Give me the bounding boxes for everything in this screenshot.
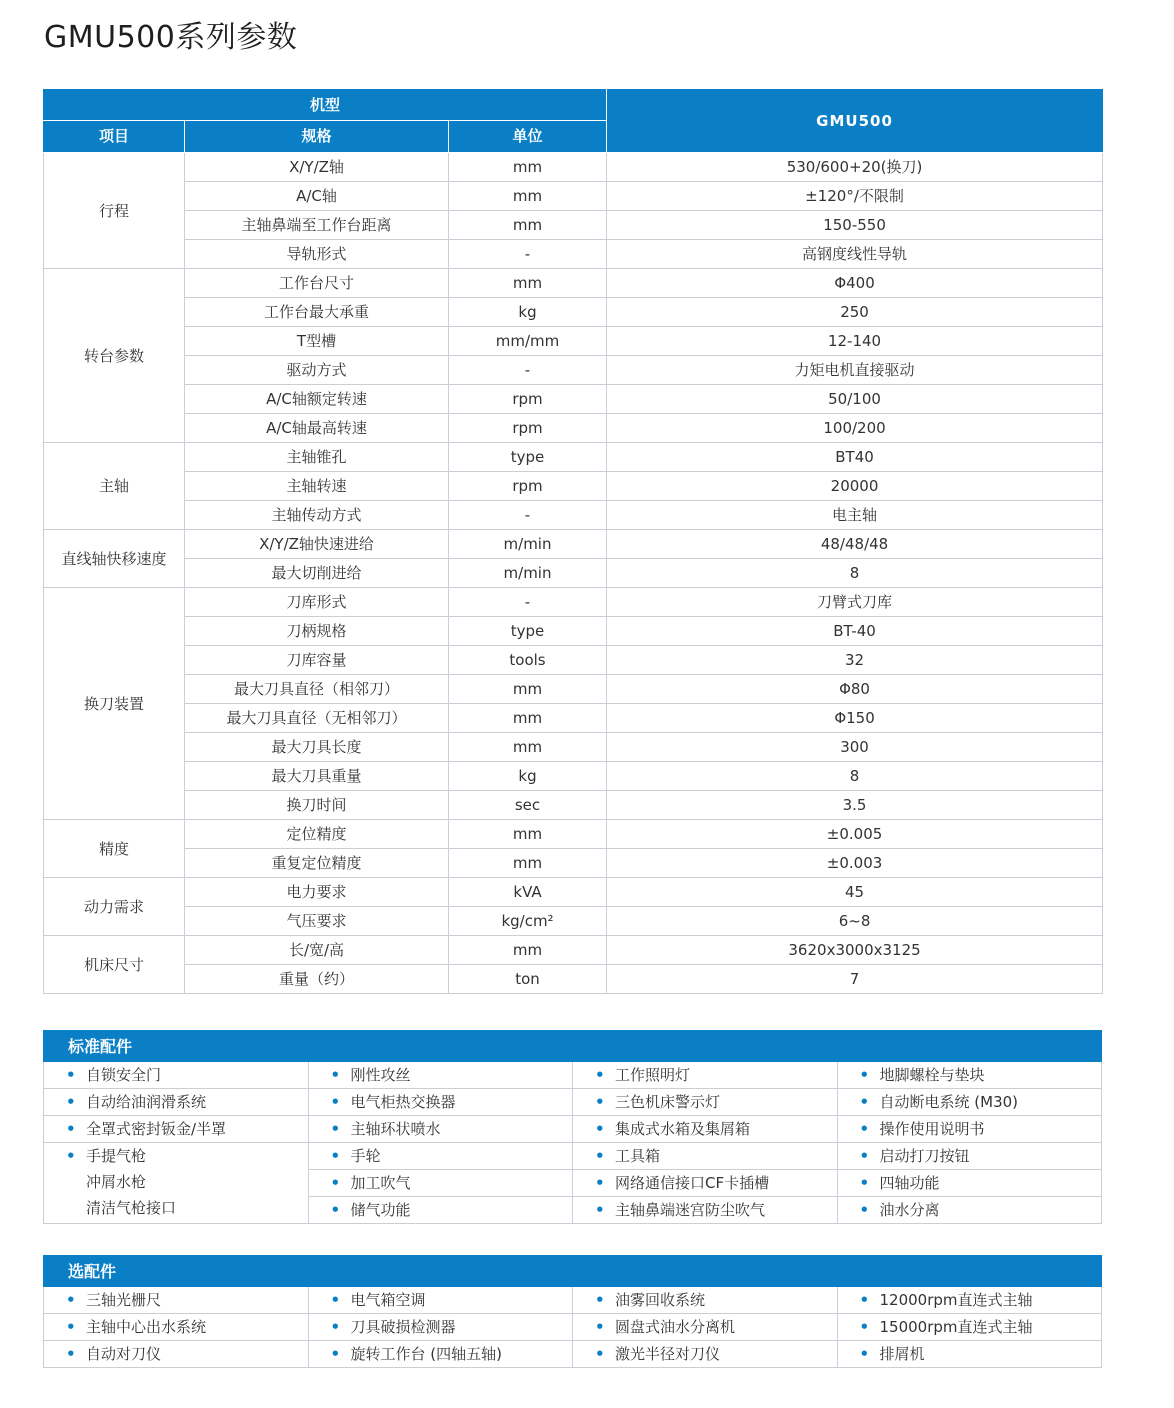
accessory-label: 网络通信接口CF卡插槽 (615, 1174, 770, 1192)
group-name: 主轴 (44, 443, 185, 530)
accessory-label: 电气箱空调 (350, 1291, 426, 1309)
bullet-icon: • (859, 1066, 870, 1084)
value-cell: 7 (607, 965, 1103, 994)
list-item (573, 1287, 837, 1314)
bullet-icon: • (859, 1147, 870, 1165)
accessory-label: 地脚螺栓与垫块 (879, 1066, 985, 1084)
bullet-icon: • (595, 1345, 605, 1363)
value-cell: 3620x3000x3125 (607, 936, 1103, 965)
spec-cell: 最大刀具直径（相邻刀） (185, 675, 449, 704)
unit-cell: m/min (449, 530, 607, 559)
value-cell: Φ80 (607, 675, 1103, 704)
unit-cell: kVA (449, 878, 607, 907)
unit-cell: mm (449, 849, 607, 878)
value-cell: 8 (607, 762, 1103, 791)
accessory-label: 圆盘式油水分离机 (615, 1318, 736, 1336)
table-row (44, 762, 1103, 791)
spec-cell: 长/宽/高 (185, 936, 449, 965)
bullet-icon: • (859, 1291, 870, 1309)
accessory-label: 加工吹气 (350, 1174, 411, 1192)
accessory-column (838, 1287, 1103, 1367)
list-item (573, 1116, 837, 1143)
spec-cell: 重量（约） (185, 965, 449, 994)
value-cell: 50/100 (607, 385, 1103, 414)
accessory-label: 三轴光栅尺 (86, 1291, 162, 1309)
accessory-column (44, 1287, 309, 1367)
list-item (44, 1143, 308, 1169)
spec-cell: 工作台尺寸 (185, 269, 449, 298)
unit-cell: rpm (449, 414, 607, 443)
list-item (44, 1341, 308, 1367)
spec-cell: 导轨形式 (185, 240, 449, 269)
accessory-label: 启动打刀按钮 (879, 1147, 970, 1165)
value-cell: BT-40 (607, 617, 1103, 646)
accessory-label: 四轴功能 (879, 1174, 940, 1192)
value-cell: ±120°/不限制 (607, 182, 1103, 211)
accessory-column (573, 1062, 838, 1223)
table-row (44, 559, 1103, 588)
bullet-icon: • (595, 1093, 605, 1111)
list-item (309, 1341, 573, 1367)
spec-cell: 主轴锥孔 (185, 443, 449, 472)
accessory-label: 油雾回收系统 (615, 1291, 706, 1309)
table-row (44, 182, 1103, 211)
value-cell: 100/200 (607, 414, 1103, 443)
bullet-icon: • (859, 1345, 870, 1363)
list-item (573, 1143, 837, 1170)
bullet-icon: • (595, 1147, 605, 1165)
table-row (44, 878, 1103, 907)
spec-cell: A/C轴最高转速 (185, 414, 449, 443)
table-row (44, 704, 1103, 733)
bullet-icon: • (595, 1120, 605, 1138)
accessory-label: 主轴鼻端迷宫防尘吹气 (615, 1201, 766, 1219)
list-item (309, 1314, 573, 1341)
bullet-icon: • (66, 1093, 76, 1111)
spec-cell: 最大刀具长度 (185, 733, 449, 762)
accessory-label: 工具箱 (615, 1147, 661, 1165)
value-cell: ±0.005 (607, 820, 1103, 849)
accessory-label: 全罩式密封钣金/半罩 (86, 1120, 227, 1138)
accessory-label: 手轮 (350, 1147, 381, 1165)
group-name: 转台参数 (44, 269, 185, 443)
unit-column-header: 单位 (449, 121, 607, 153)
list-item (838, 1170, 1102, 1197)
spec-table-body (44, 153, 1103, 994)
item-column-header: 项目 (44, 121, 185, 153)
unit-cell: kg (449, 298, 607, 327)
table-row (44, 936, 1103, 965)
value-cell: 12-140 (607, 327, 1103, 356)
unit-cell: mm (449, 211, 607, 240)
table-row (44, 849, 1103, 878)
table-row (44, 675, 1103, 704)
spec-table (43, 89, 1103, 994)
table-row (44, 414, 1103, 443)
list-item (309, 1287, 573, 1314)
value-cell: 150-550 (607, 211, 1103, 240)
unit-cell: rpm (449, 385, 607, 414)
bullet-icon: • (66, 1066, 76, 1084)
unit-cell: - (449, 588, 607, 617)
accessory-label: 自动断电系统 (M30) (879, 1093, 1019, 1111)
list-item (573, 1170, 837, 1197)
accessory-label: 排屑机 (879, 1345, 925, 1363)
list-item (838, 1062, 1102, 1089)
accessory-label: 主轴环状喷水 (350, 1120, 441, 1138)
unit-cell: mm (449, 269, 607, 298)
list-item (838, 1287, 1102, 1314)
accessory-label: 刀具破损检测器 (350, 1318, 456, 1336)
spec-cell: 换刀时间 (185, 791, 449, 820)
standard-accessories-grid (43, 1062, 1102, 1224)
list-item (573, 1341, 837, 1367)
list-item (573, 1089, 837, 1116)
value-cell: BT40 (607, 443, 1103, 472)
bullet-icon: • (330, 1066, 341, 1084)
value-cell: 6~8 (607, 907, 1103, 936)
unit-cell: kg (449, 762, 607, 791)
unit-cell: kg/cm² (449, 907, 607, 936)
table-row (44, 269, 1103, 298)
table-row (44, 153, 1103, 182)
value-cell: 8 (607, 559, 1103, 588)
bullet-icon: • (859, 1093, 870, 1111)
table-row (44, 356, 1103, 385)
list-item (44, 1287, 308, 1314)
accessory-column (44, 1062, 309, 1223)
bullet-icon: • (595, 1174, 605, 1192)
group-name: 行程 (44, 153, 185, 269)
unit-cell: - (449, 501, 607, 530)
unit-cell: m/min (449, 559, 607, 588)
group-name: 精度 (44, 820, 185, 878)
standard-accessories-section (43, 1030, 1102, 1224)
page-title: GMU500系列参数 (44, 20, 298, 55)
value-cell: 高钢度线性导轨 (607, 240, 1103, 269)
table-row (44, 965, 1103, 994)
bullet-icon: • (330, 1093, 341, 1111)
value-cell: 300 (607, 733, 1103, 762)
accessory-label: 电气柜热交换器 (350, 1093, 456, 1111)
list-item (309, 1143, 573, 1170)
list-item (573, 1314, 837, 1341)
value-cell: 电主轴 (607, 501, 1103, 530)
spec-cell: 电力要求 (185, 878, 449, 907)
spec-cell: 工作台最大承重 (185, 298, 449, 327)
list-item (838, 1341, 1102, 1367)
table-row (44, 588, 1103, 617)
table-row (44, 385, 1103, 414)
list-item (309, 1116, 573, 1143)
unit-cell: mm (449, 704, 607, 733)
table-row (44, 472, 1103, 501)
value-cell: 力矩电机直接驱动 (607, 356, 1103, 385)
spec-cell: 气压要求 (185, 907, 449, 936)
spec-column-header: 规格 (185, 121, 449, 153)
list-item (44, 1169, 308, 1195)
accessory-label: 15000rpm直连式主轴 (879, 1318, 1033, 1336)
optional-accessories-header: 选配件 (43, 1255, 1102, 1287)
unit-cell: mm (449, 675, 607, 704)
bullet-icon: • (330, 1291, 341, 1309)
standard-accessories-header: 标准配件 (43, 1030, 1102, 1062)
spec-cell: X/Y/Z轴 (185, 153, 449, 182)
unit-cell: mm (449, 936, 607, 965)
spec-cell: 最大刀具直径（无相邻刀） (185, 704, 449, 733)
optional-accessories-section (43, 1255, 1102, 1368)
bullet-icon: • (859, 1318, 870, 1336)
unit-cell: type (449, 617, 607, 646)
spec-cell: 主轴鼻端至工作台距离 (185, 211, 449, 240)
bullet-icon: • (859, 1201, 870, 1219)
value-cell: 45 (607, 878, 1103, 907)
list-item (573, 1062, 837, 1089)
bullet-icon: • (330, 1345, 341, 1363)
value-cell: 250 (607, 298, 1103, 327)
unit-cell: mm (449, 733, 607, 762)
value-cell: 刀臂式刀库 (607, 588, 1103, 617)
table-row (44, 530, 1103, 559)
accessory-label: 主轴中心出水系统 (86, 1318, 207, 1336)
spec-cell: T型槽 (185, 327, 449, 356)
model-value-header: GMU500 (607, 90, 1103, 153)
bullet-icon: • (330, 1201, 341, 1219)
group-name: 换刀装置 (44, 588, 185, 820)
bullet-icon (66, 1195, 86, 1222)
list-item (309, 1197, 573, 1223)
table-row (44, 501, 1103, 530)
value-cell: 20000 (607, 472, 1103, 501)
list-item (44, 1195, 308, 1221)
value-cell: Φ150 (607, 704, 1103, 733)
spec-cell: X/Y/Z轴快速进给 (185, 530, 449, 559)
spec-cell: A/C轴 (185, 182, 449, 211)
bullet-icon: • (66, 1318, 76, 1336)
spec-cell: A/C轴额定转速 (185, 385, 449, 414)
accessory-label: 自动给油润滑系统 (86, 1093, 207, 1111)
accessory-label: 清洁气枪接口 (86, 1199, 177, 1217)
value-cell: 530/600+20(换刀) (607, 153, 1103, 182)
bullet-icon: • (859, 1174, 870, 1192)
accessory-label: 油水分离 (879, 1201, 940, 1219)
bullet-icon: • (66, 1120, 76, 1138)
value-cell: 3.5 (607, 791, 1103, 820)
value-cell: Φ400 (607, 269, 1103, 298)
accessory-column (309, 1287, 574, 1367)
list-item (838, 1143, 1102, 1170)
bullet-icon: • (330, 1318, 341, 1336)
spec-cell: 驱动方式 (185, 356, 449, 385)
table-row (44, 240, 1103, 269)
bullet-icon: • (595, 1201, 605, 1219)
unit-cell: - (449, 356, 607, 385)
list-item (44, 1314, 308, 1341)
unit-cell: mm (449, 820, 607, 849)
list-item (838, 1314, 1102, 1341)
accessory-label: 工作照明灯 (615, 1066, 691, 1084)
list-item (44, 1116, 308, 1143)
value-cell: 32 (607, 646, 1103, 675)
value-cell: ±0.003 (607, 849, 1103, 878)
accessory-label: 自锁安全门 (86, 1066, 162, 1084)
bullet-icon: • (66, 1291, 76, 1309)
unit-cell: tools (449, 646, 607, 675)
model-label-header: 机型 (44, 90, 607, 121)
spec-cell: 刀库容量 (185, 646, 449, 675)
bullet-icon: • (66, 1345, 76, 1363)
spec-cell: 重复定位精度 (185, 849, 449, 878)
spec-cell: 最大刀具重量 (185, 762, 449, 791)
bullet-icon: • (595, 1066, 605, 1084)
unit-cell: sec (449, 791, 607, 820)
accessory-label: 自动对刀仪 (86, 1345, 162, 1363)
optional-accessories-grid (43, 1287, 1102, 1368)
bullet-icon: • (330, 1120, 341, 1138)
table-row (44, 820, 1103, 849)
table-row (44, 327, 1103, 356)
unit-cell: mm (449, 182, 607, 211)
spec-cell: 最大切削进给 (185, 559, 449, 588)
accessory-label: 集成式水箱及集屑箱 (615, 1120, 751, 1138)
accessory-label: 刚性攻丝 (350, 1066, 411, 1084)
bullet-icon: • (66, 1147, 76, 1165)
table-row (44, 733, 1103, 762)
accessory-column (838, 1062, 1103, 1223)
list-item (573, 1197, 837, 1223)
table-row (44, 443, 1103, 472)
table-row (44, 211, 1103, 240)
table-row (44, 298, 1103, 327)
spec-cell: 主轴转速 (185, 472, 449, 501)
list-item (838, 1197, 1102, 1223)
table-row (44, 791, 1103, 820)
value-cell: 48/48/48 (607, 530, 1103, 559)
spec-cell: 刀库形式 (185, 588, 449, 617)
accessory-label: 三色机床警示灯 (615, 1093, 721, 1111)
accessory-label: 冲屑水枪 (86, 1173, 147, 1191)
spec-cell: 主轴传动方式 (185, 501, 449, 530)
list-item (309, 1089, 573, 1116)
accessory-label: 操作使用说明书 (879, 1120, 985, 1138)
list-item (838, 1089, 1102, 1116)
accessory-column (309, 1062, 574, 1223)
bullet-icon: • (330, 1174, 341, 1192)
bullet-icon: • (595, 1291, 605, 1309)
bullet-icon: • (595, 1318, 605, 1336)
group-name: 机床尺寸 (44, 936, 185, 994)
unit-cell: mm (449, 153, 607, 182)
bullet-icon: • (859, 1120, 870, 1138)
accessory-column (573, 1287, 838, 1367)
table-row (44, 617, 1103, 646)
bullet-icon: • (330, 1147, 341, 1165)
accessory-label: 手提气枪 (86, 1147, 147, 1165)
spec-cell: 刀柄规格 (185, 617, 449, 646)
accessory-label: 12000rpm直连式主轴 (879, 1291, 1033, 1309)
unit-cell: type (449, 443, 607, 472)
unit-cell: rpm (449, 472, 607, 501)
spec-cell: 定位精度 (185, 820, 449, 849)
list-item (309, 1170, 573, 1197)
list-item (44, 1089, 308, 1116)
group-name: 直线轴快移速度 (44, 530, 185, 588)
unit-cell: mm/mm (449, 327, 607, 356)
unit-cell: ton (449, 965, 607, 994)
group-name: 动力需求 (44, 878, 185, 936)
accessory-label: 激光半径对刀仪 (615, 1345, 721, 1363)
unit-cell: - (449, 240, 607, 269)
accessory-label: 储气功能 (350, 1201, 411, 1219)
list-item (309, 1062, 573, 1089)
table-row (44, 907, 1103, 936)
list-item (44, 1062, 308, 1089)
accessory-label: 旋转工作台 (四轴五轴) (350, 1345, 502, 1363)
list-item (838, 1116, 1102, 1143)
table-row (44, 646, 1103, 675)
bullet-icon (66, 1169, 86, 1196)
